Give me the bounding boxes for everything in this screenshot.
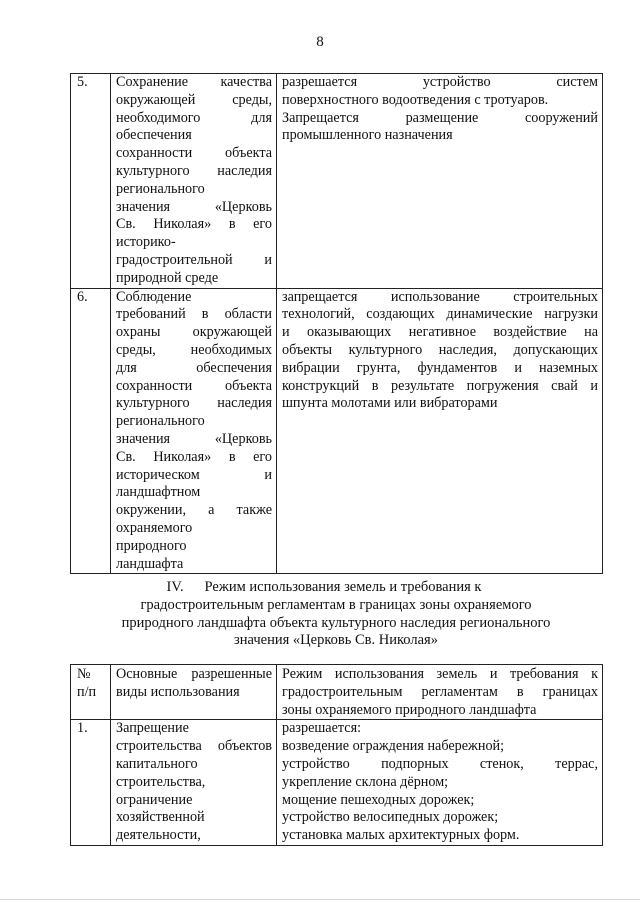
row-number-cell: 5.: [71, 74, 111, 289]
section-title-line: значения «Церковь Св. Николая»: [234, 632, 438, 649]
regime-table-bottom: [70, 664, 603, 846]
cell-line: регионального: [116, 180, 205, 197]
cell-line: строительства объектов: [116, 738, 272, 755]
cell-line: установка малых архитектурных форм.: [282, 827, 520, 844]
cell-line: культурного наследия: [116, 162, 272, 179]
cell-line: значения «Церковь: [116, 430, 272, 447]
cell-line: возведение ограждения набережной;: [282, 738, 505, 755]
cell-line: сохранности объекта: [116, 377, 272, 394]
table-row: [71, 720, 603, 846]
header-number-cell: [71, 665, 111, 720]
cell-line: Запрещается размещение сооружений: [282, 109, 598, 126]
cell-line: ландшафта: [116, 555, 184, 572]
cell-line: среды, необходимых: [116, 341, 272, 358]
cell-line: охраняемого: [116, 519, 193, 536]
page-bottom-edge: [0, 899, 640, 900]
row-number-cell: 1.: [71, 720, 111, 846]
cell-line: сохранности объекта: [116, 145, 272, 162]
cell-line: поверхностного водоотведения с тротуаров.: [282, 91, 549, 108]
section-title-line: Режим использования земель и требования к: [204, 579, 482, 595]
page-number: 8: [316, 34, 324, 50]
cell-line: необходимого для: [116, 109, 272, 126]
cell-line: мощение пешеходных дорожек;: [282, 791, 475, 808]
section-title-line: природного ландшафта объекта культурного наследия регионального: [121, 614, 551, 631]
cell-line: ландшафтном: [116, 484, 201, 501]
cell-line: природного: [116, 537, 187, 554]
cell-line: строительства,: [116, 773, 206, 790]
table-row: [71, 74, 603, 289]
cell-line: историческом и: [116, 466, 272, 483]
cell-line: Основные разрешенные: [116, 666, 272, 682]
cell-line: разрешается:: [282, 720, 362, 737]
cell-line: виды использования: [116, 683, 240, 700]
cell-line: градостроительным регламентам в границах: [282, 683, 598, 700]
section-heading: [70, 579, 602, 650]
requirement-cell: [111, 74, 277, 289]
regime-cell: [277, 74, 603, 289]
cell-line: запрещается использование строительных: [282, 288, 598, 305]
cell-line: регионального: [116, 413, 205, 430]
regime-table-top: [70, 73, 603, 574]
cell-line: историко-: [116, 234, 176, 251]
cell-line: окружающей среды,: [116, 91, 272, 108]
cell-line: Режим использования земель и требования к: [282, 666, 598, 682]
cell-line: значения «Церковь: [116, 198, 272, 215]
cell-line: охраны окружающей: [116, 324, 272, 341]
cell-line: деятельности,: [116, 827, 201, 844]
cell-line: шпунта молотами или вибраторами: [282, 395, 498, 412]
cell-line: Соблюдение: [116, 288, 192, 305]
cell-line: и оказывающих негативное воздействие на: [282, 324, 598, 341]
cell-line: обеспечения: [116, 127, 192, 144]
cell-line: природной среде: [116, 269, 219, 286]
cell-line: устройство велосипедных дорожек;: [282, 809, 499, 826]
cell-line: Запрещение: [116, 720, 189, 737]
cell-line: культурного наследия: [116, 395, 272, 412]
cell-line: устройство подпорных стенок, террас,: [282, 755, 598, 772]
row-number-cell: 6.: [71, 288, 111, 574]
section-heading-line: [58, 579, 590, 597]
requirement-cell: [111, 288, 277, 574]
cell-line: промышленного назначения: [282, 127, 453, 144]
cell-line: требований в области: [116, 306, 272, 323]
cell-line: вибрации грунта, фундаментов и наземных: [282, 359, 598, 376]
regime-cell: [277, 288, 603, 574]
cell-line: п/п: [77, 683, 97, 700]
cell-line: зоны охраняемого природного ландшафта: [282, 701, 537, 718]
cell-line: объекты культурного наследия, допускающих: [282, 341, 598, 358]
cell-line: конструкций в результате погружения свай и: [282, 377, 598, 394]
cell-line: технологий, создающих динамические нагрузки: [282, 306, 598, 323]
cell-line: Св. Николая» в его: [116, 216, 272, 233]
table-header-row: [71, 665, 603, 720]
cell-line: капитального: [116, 755, 198, 772]
table-row: [71, 288, 603, 574]
section-title-line: градостроительным регламентам в границах зоны охраняемого: [140, 596, 532, 613]
cell-line: Сохранение качества: [116, 74, 272, 90]
regime-cell: [277, 720, 603, 846]
header-uses-cell: [111, 665, 277, 720]
cell-line: ограничение: [116, 791, 193, 808]
cell-line: укрепление склона дёрном;: [282, 773, 449, 790]
section-roman-numeral: IV.: [166, 579, 184, 595]
cell-line: разрешается устройство систем: [282, 74, 598, 90]
cell-line: градостроительной и: [116, 251, 272, 268]
cell-line: №: [77, 666, 91, 682]
requirement-cell: [111, 720, 277, 846]
cell-line: окружении, а также: [116, 502, 272, 519]
cell-line: Св. Николая» в его: [116, 448, 272, 465]
cell-line: для обеспечения: [116, 359, 272, 376]
cell-line: хозяйственной: [116, 809, 205, 826]
header-regime-cell: [277, 665, 603, 720]
